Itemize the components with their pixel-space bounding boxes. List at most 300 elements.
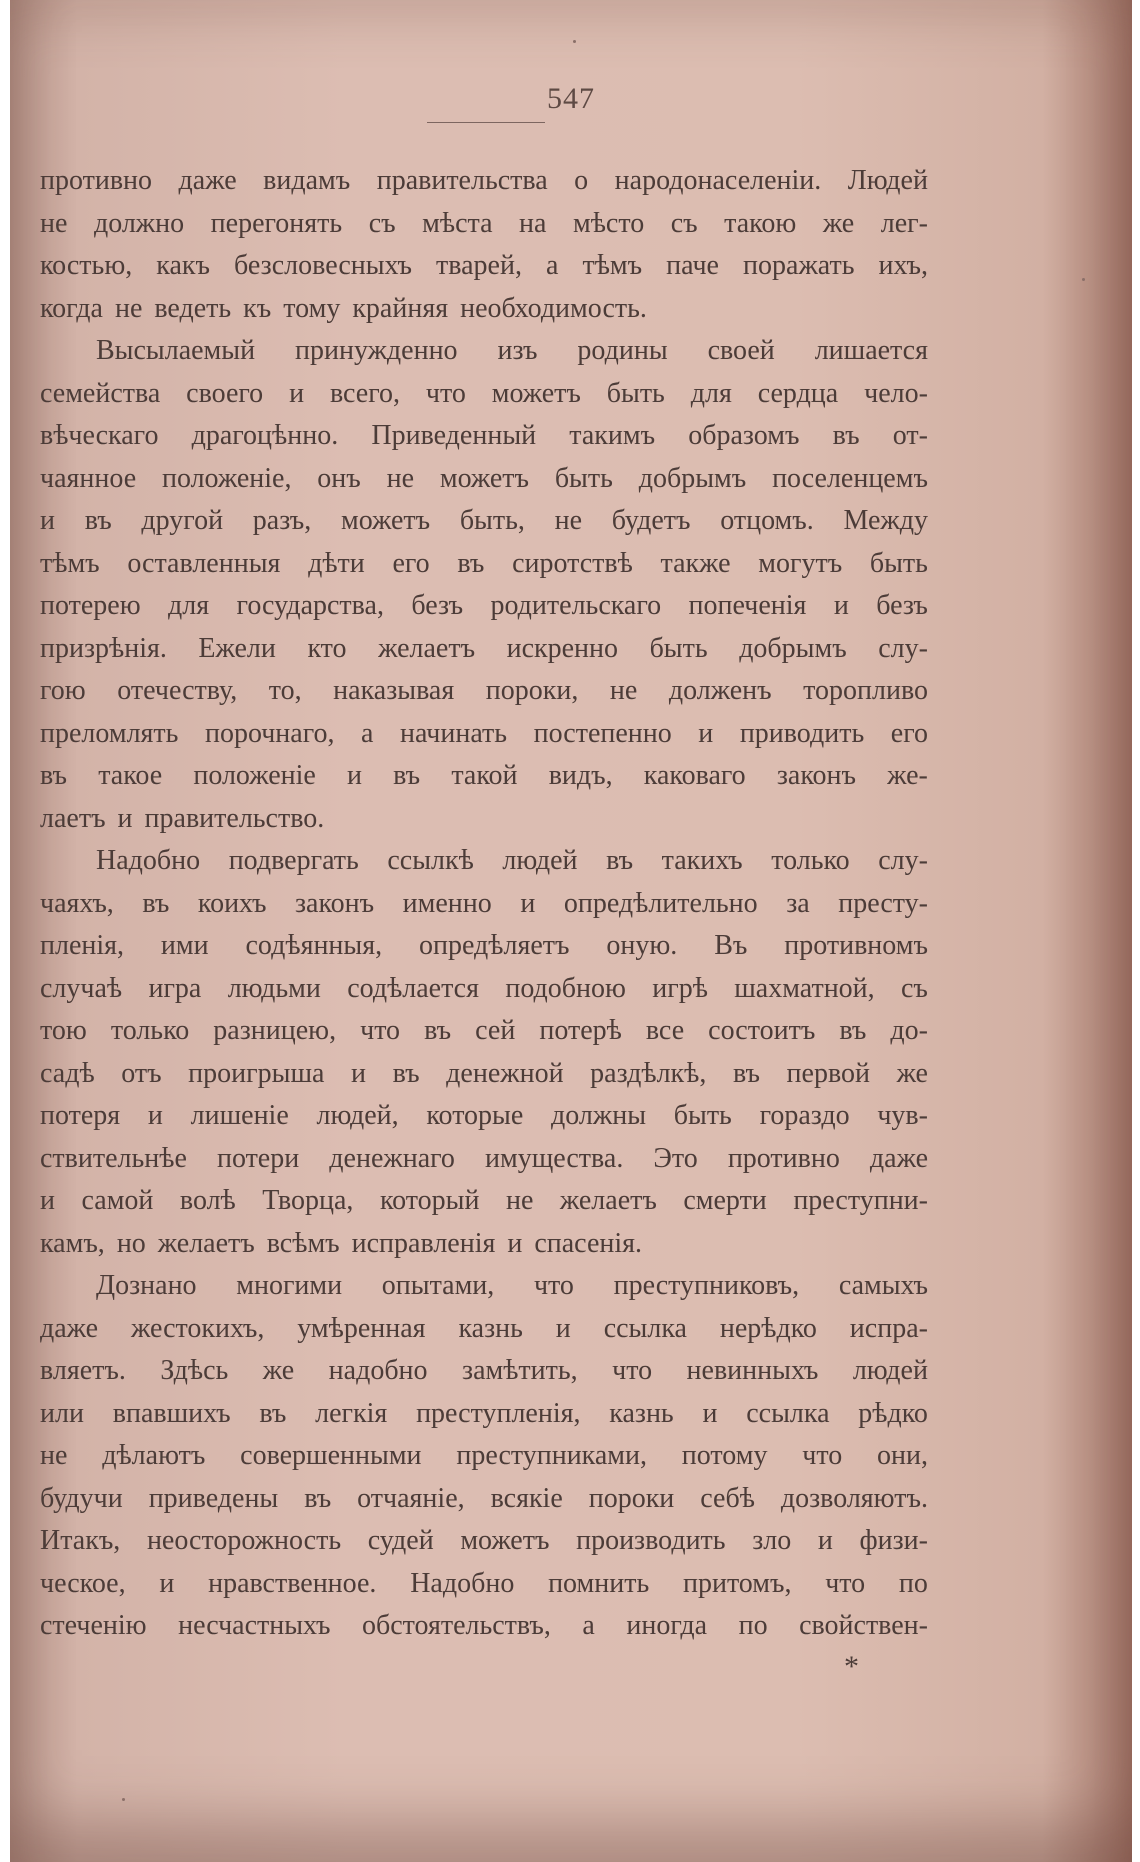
text-line — [40, 543, 928, 586]
word: Приведенный — [371, 420, 537, 451]
text-line — [40, 585, 928, 628]
word: также — [660, 547, 731, 579]
word: въ — [392, 1057, 420, 1089]
word: желаетъ — [157, 1227, 255, 1259]
word: въ — [142, 887, 170, 919]
word: а — [582, 1610, 595, 1641]
word: что — [825, 1567, 866, 1599]
word: быть — [606, 377, 665, 409]
word: многими — [236, 1270, 343, 1301]
word: отцомъ. — [720, 505, 814, 536]
word: ссылка — [746, 1397, 830, 1429]
word: за — [786, 887, 810, 919]
word: изъ — [497, 335, 538, 366]
word: въ — [424, 1015, 452, 1046]
word: рѣдко — [858, 1397, 928, 1429]
word: отъ — [121, 1057, 162, 1089]
text-line — [40, 670, 928, 713]
word: и — [555, 1312, 571, 1344]
word: и — [117, 802, 133, 834]
word: и — [347, 760, 362, 791]
word: всякiе — [490, 1482, 563, 1514]
word: видъ, — [548, 760, 613, 791]
word: своей — [707, 335, 775, 366]
word: народонаселенiи. — [614, 165, 822, 196]
word: людей, — [316, 1100, 399, 1131]
word: умѣренная — [297, 1312, 426, 1344]
word: будучи — [40, 1482, 123, 1514]
word: противно — [40, 165, 153, 196]
word: и — [40, 1185, 55, 1216]
word: и — [40, 505, 55, 536]
word: наказывая — [333, 675, 455, 706]
word: же- — [887, 760, 928, 791]
word: призрѣнiя. — [40, 632, 167, 664]
word: подобною — [505, 972, 626, 1004]
word: дозволяютъ. — [780, 1482, 928, 1514]
word: исправленiя — [351, 1227, 496, 1259]
word: лег- — [880, 207, 928, 239]
word: дѣлаютъ — [102, 1440, 206, 1471]
word: о — [574, 165, 589, 196]
word: не — [609, 675, 638, 706]
word: опредѣляетъ — [419, 930, 570, 961]
word: мѣста — [422, 207, 493, 239]
word: преступни- — [793, 1185, 928, 1216]
word: быть, — [459, 505, 525, 536]
word: тварей, — [436, 250, 522, 281]
word: они, — [877, 1440, 928, 1471]
word: и — [289, 377, 305, 409]
text-line — [40, 500, 928, 543]
word: притомъ, — [682, 1567, 792, 1599]
word: игра — [148, 972, 202, 1004]
word: драгоцѣнно. — [191, 420, 339, 451]
word: или — [40, 1397, 84, 1429]
word: содѣлается — [347, 972, 479, 1004]
word: шахматной, — [734, 972, 875, 1004]
word: смерти — [683, 1185, 767, 1216]
word: людей — [502, 845, 578, 876]
word: же — [896, 1057, 928, 1089]
word: когда — [40, 292, 103, 324]
word: самой — [81, 1185, 154, 1216]
word: безсловесныхъ — [234, 250, 412, 281]
word: можетъ — [340, 505, 431, 536]
word: чув- — [877, 1100, 928, 1131]
word: какъ — [156, 250, 210, 281]
text-line — [40, 1095, 928, 1138]
text-line — [40, 1053, 928, 1096]
word: испра- — [849, 1312, 928, 1344]
text-line — [40, 1435, 928, 1478]
text-line — [40, 755, 928, 798]
word: опредѣлительно — [563, 887, 758, 919]
word: которые — [426, 1100, 524, 1131]
word: своего — [186, 377, 264, 409]
word: вляетъ. — [40, 1355, 126, 1386]
word: сей — [475, 1015, 516, 1046]
word: случаѣ — [40, 972, 123, 1004]
word: по — [898, 1567, 928, 1599]
word: для — [168, 590, 210, 621]
word: ими — [160, 930, 209, 961]
word: даже — [178, 165, 237, 196]
word: свойствен- — [799, 1610, 928, 1641]
text-line — [40, 840, 928, 883]
word: не — [505, 1185, 534, 1216]
word: и — [817, 1525, 833, 1556]
word: который — [379, 1185, 480, 1216]
word: лаетъ — [40, 802, 106, 834]
text-line — [40, 160, 928, 203]
text-line — [40, 968, 928, 1011]
word: игрѣ — [652, 972, 708, 1004]
word: садѣ — [40, 1057, 95, 1089]
word: судей — [367, 1525, 434, 1556]
text-line — [40, 245, 928, 288]
text-line — [40, 883, 928, 926]
word: пороки, — [485, 675, 579, 706]
text-line — [40, 1265, 928, 1308]
text-line — [40, 1180, 928, 1223]
word: правительства — [376, 165, 548, 196]
word: съ — [368, 207, 396, 239]
word: его — [392, 547, 430, 579]
word: жестокихъ, — [130, 1312, 265, 1344]
word: опытами, — [381, 1270, 495, 1301]
word: его — [890, 717, 928, 749]
word: только — [110, 1015, 190, 1046]
word: до- — [890, 1015, 928, 1046]
word: обстоятельствъ, — [361, 1610, 551, 1641]
word: ствительнѣе — [40, 1142, 187, 1174]
word: такимъ — [569, 420, 656, 451]
word: Здѣсь — [160, 1355, 229, 1386]
word: преступленiя, — [416, 1397, 581, 1429]
word: паче — [666, 250, 719, 281]
word: для — [690, 377, 732, 409]
word: всѣмъ — [266, 1227, 340, 1259]
word: ведеть — [154, 292, 232, 324]
text-line — [40, 415, 928, 458]
word: будетъ — [611, 505, 691, 536]
word: въ — [606, 845, 634, 876]
word: желаетъ — [559, 1185, 657, 1216]
page-number-rule — [427, 122, 545, 123]
word: даже — [869, 1142, 928, 1174]
word: даже — [40, 1312, 99, 1344]
word: законъ — [776, 760, 856, 791]
word: лишается — [814, 335, 928, 366]
word: именно — [402, 887, 492, 919]
word: волѣ — [179, 1185, 236, 1216]
word: въ — [304, 1482, 332, 1514]
word: самыхъ — [838, 1270, 928, 1301]
word: не — [40, 1440, 68, 1471]
word: тѣмъ — [582, 250, 643, 281]
word: что — [802, 1440, 843, 1471]
word: помнить — [548, 1567, 650, 1599]
word: нерѣдко — [719, 1312, 817, 1344]
word: по — [738, 1610, 768, 1641]
word: что — [360, 1015, 401, 1046]
word: и — [698, 717, 714, 749]
word: образомъ — [688, 420, 800, 451]
word: быть — [869, 547, 928, 579]
word: только — [771, 845, 850, 876]
word: невинныхъ — [686, 1355, 819, 1386]
word: производить — [576, 1525, 726, 1556]
word: въ — [832, 420, 860, 451]
text-line — [40, 1350, 928, 1393]
word: съ — [901, 972, 928, 1004]
text-line — [40, 925, 928, 968]
word: Творца, — [262, 1185, 354, 1216]
book-page — [10, 0, 1132, 1862]
word: лишенiе — [190, 1100, 289, 1131]
text-line — [40, 330, 928, 373]
word: легкiя — [315, 1397, 388, 1429]
word: всего, — [329, 377, 400, 409]
word: вѣческаго — [40, 420, 159, 451]
word: перегонять — [210, 207, 343, 239]
word: гою — [40, 675, 86, 706]
word: видамъ — [263, 165, 351, 196]
word: порочнаго, — [204, 717, 335, 749]
word: людьми — [227, 972, 321, 1004]
word: и — [702, 1397, 718, 1429]
word: государства, — [236, 590, 384, 621]
word: тѣмъ — [40, 547, 100, 579]
word: иногда — [626, 1610, 708, 1641]
paper-speck — [1082, 278, 1085, 281]
word: ссылка — [603, 1312, 687, 1344]
word: попеченiя — [688, 590, 807, 621]
word: раздѣлкѣ, — [590, 1057, 707, 1089]
word: Людей — [847, 165, 928, 196]
word: другой — [141, 505, 224, 536]
word: что — [612, 1355, 653, 1386]
word: спасенiя. — [534, 1227, 643, 1259]
word: поселенцемъ — [772, 462, 928, 494]
word: а — [361, 717, 374, 749]
word: такое — [98, 760, 163, 791]
word: ссылкѣ — [387, 845, 474, 876]
word: можетъ — [460, 1525, 550, 1556]
word: зло — [752, 1525, 792, 1556]
word: сердца — [757, 377, 839, 409]
word: поражать — [743, 250, 855, 281]
word: принужденно — [294, 335, 458, 366]
word: разницею, — [213, 1015, 337, 1046]
word: онъ — [317, 462, 361, 494]
word: то, — [268, 675, 302, 706]
word: добрымъ — [638, 462, 747, 494]
word: положенiе — [193, 760, 316, 791]
text-line — [40, 1138, 928, 1181]
word: безъ — [411, 590, 464, 621]
word: съ — [670, 207, 698, 239]
word: дѣти — [308, 547, 365, 579]
word: и — [351, 1057, 366, 1089]
word: такою — [724, 207, 797, 239]
word: необходимость. — [460, 292, 647, 324]
word: Итакъ, — [40, 1525, 121, 1556]
word: добрымъ — [739, 632, 847, 664]
word: отчаянiе, — [357, 1482, 465, 1514]
word: не — [386, 462, 415, 494]
word: сиротствѣ — [512, 547, 633, 579]
word: Дознано — [96, 1270, 197, 1301]
word: потерею — [40, 590, 141, 621]
word: престу- — [838, 887, 928, 919]
word: гораздо — [759, 1100, 850, 1131]
word: такихъ — [661, 845, 743, 876]
text-line — [40, 1308, 928, 1351]
word: ихъ, — [878, 250, 928, 281]
word: казнь — [609, 1397, 674, 1429]
word: противномъ — [784, 930, 928, 961]
word: надобно — [328, 1355, 428, 1386]
word: въ — [40, 760, 68, 791]
word: преступниковъ, — [613, 1270, 800, 1301]
word: потерѣ — [539, 1015, 622, 1046]
word: начинать — [400, 717, 508, 749]
word: и — [159, 1567, 175, 1599]
word: стеченiю — [40, 1610, 147, 1641]
word: не — [40, 207, 68, 239]
text-line — [40, 798, 928, 841]
word: впавшихъ — [112, 1397, 231, 1429]
word: положенiе, — [161, 462, 292, 494]
word: законъ — [295, 887, 375, 919]
word: состоитъ — [708, 1015, 816, 1046]
word: нравственное. — [208, 1567, 377, 1599]
word: что — [425, 377, 466, 409]
word: слу- — [878, 632, 928, 664]
word: быть — [554, 462, 613, 494]
word: чело- — [864, 377, 928, 409]
word: не — [554, 505, 583, 536]
text-line — [40, 1605, 928, 1648]
word: Высылаемый — [96, 335, 256, 366]
word: Надобно — [96, 845, 201, 876]
word: противно — [727, 1142, 840, 1174]
word: въ — [84, 505, 112, 536]
body-text — [40, 160, 928, 1648]
word: въ — [393, 760, 421, 791]
word: такой — [451, 760, 518, 791]
word: потеря — [40, 1100, 121, 1131]
word: быть — [673, 1100, 732, 1131]
word: мѣсто — [572, 207, 645, 239]
word: и — [507, 1227, 523, 1259]
word: правительство. — [144, 802, 325, 834]
word: Въ — [714, 930, 748, 961]
text-line — [40, 1393, 928, 1436]
text-line — [40, 288, 928, 331]
word: от- — [892, 420, 928, 451]
word: несчастныхъ — [178, 1610, 331, 1641]
text-line — [40, 713, 928, 756]
word: приводить — [739, 717, 865, 749]
word: содѣянныя, — [245, 930, 383, 961]
text-line — [40, 203, 928, 246]
word: что — [533, 1270, 574, 1301]
page-number: 547 — [547, 82, 595, 115]
word: въ — [839, 1015, 867, 1046]
word: долженъ — [668, 675, 772, 706]
word: проигрыша — [188, 1057, 325, 1089]
word: же — [822, 207, 855, 239]
word: а — [546, 250, 559, 281]
word: чаяхъ, — [40, 887, 114, 919]
word: въ — [457, 547, 485, 579]
word: преступниками, — [456, 1440, 647, 1471]
word: камъ, — [40, 1227, 105, 1259]
word: и — [147, 1100, 163, 1131]
word: подвергать — [228, 845, 359, 876]
word: ческое, — [40, 1567, 126, 1599]
word: должны — [551, 1100, 647, 1131]
word: совершенными — [240, 1440, 422, 1471]
word: кто — [307, 632, 347, 664]
word: денежной — [446, 1057, 564, 1089]
word: тому — [283, 292, 341, 324]
word: желаетъ — [378, 632, 476, 664]
word: Между — [843, 505, 928, 536]
word: денежнаго — [329, 1142, 455, 1174]
word: Ежели — [198, 632, 276, 664]
word: и — [520, 887, 536, 919]
word: быть — [649, 632, 708, 664]
word: могутъ — [758, 547, 843, 579]
word: родины — [577, 335, 668, 366]
word: къ — [243, 292, 272, 324]
word: въ — [732, 1057, 760, 1089]
word: не — [114, 292, 143, 324]
word: оставленныя — [127, 547, 281, 579]
word: должно — [93, 207, 185, 239]
word: чаянное — [40, 462, 137, 494]
word: постепенно — [533, 717, 672, 749]
word: коихъ — [197, 887, 267, 919]
text-line — [40, 373, 928, 416]
signature-mark: * — [844, 1650, 859, 1683]
text-line — [40, 1223, 928, 1266]
text-line — [40, 458, 928, 501]
paper-speck — [573, 40, 576, 43]
word: но — [116, 1227, 146, 1259]
text-line — [40, 628, 928, 671]
word: искренно — [506, 632, 619, 664]
paper-speck — [122, 1798, 125, 1801]
word: и — [833, 590, 849, 621]
word: замѣтить, — [462, 1355, 578, 1386]
word: преломлять — [40, 717, 179, 749]
word: потери — [216, 1142, 300, 1174]
word: себѣ — [700, 1482, 755, 1514]
word: можетъ — [491, 377, 581, 409]
word: имущества. — [484, 1142, 624, 1174]
word: пороки — [588, 1482, 675, 1514]
word: крайняя — [352, 292, 449, 324]
text-line — [40, 1520, 928, 1563]
word: оную. — [606, 930, 678, 961]
word: казнь — [458, 1312, 523, 1344]
word: безъ — [876, 590, 928, 621]
